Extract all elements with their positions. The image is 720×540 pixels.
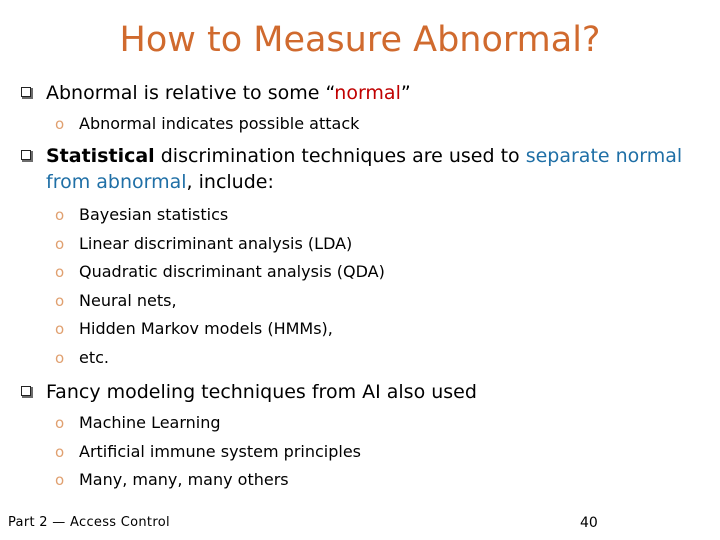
circle-bullet-icon: o <box>55 115 65 133</box>
sub-bullet <box>55 287 385 316</box>
page-number: 40 <box>580 515 598 531</box>
circle-bullet-icon: o <box>55 206 65 224</box>
circle-bullet-icon: o <box>55 291 65 310</box>
circle-bullet-icon: o <box>55 442 65 461</box>
sub-bullet <box>55 110 359 139</box>
sub-bullet-text: Quadratic discriminant analysis (QDA) <box>79 262 385 282</box>
sub-bullet <box>55 315 385 344</box>
sub-bullet-text: Machine Learning <box>79 413 221 432</box>
bullet-statistical <box>22 143 692 195</box>
sub-bullet <box>55 230 385 259</box>
circle-bullet-icon: o <box>55 320 65 339</box>
square-bullet-icon <box>22 88 33 99</box>
sub-bullet-text: etc. <box>79 347 109 367</box>
bullet1-suffix: ” <box>400 82 411 104</box>
sub-bullet-text: Neural nets, <box>79 290 177 310</box>
circle-bullet-icon: o <box>55 471 65 490</box>
sub-bullet-text: Artificial immune system principles <box>79 441 361 461</box>
slide-title: How to Measure Abnormal? <box>119 20 601 60</box>
bullet2-mid: discrimination techniques are used to <box>154 145 526 167</box>
bullet2-suffix: , include: <box>186 171 274 193</box>
sub-bullet <box>55 201 385 230</box>
bullet-abnormal-relative <box>22 80 411 106</box>
sub-bullet-list <box>55 201 385 373</box>
bullet1-highlight: normal <box>334 82 401 104</box>
sub-bullet <box>55 466 361 495</box>
bullet-fancy-modeling <box>22 379 477 405</box>
circle-bullet-icon: o <box>55 263 65 282</box>
sub-bullet <box>55 409 361 438</box>
sub-bullet <box>55 344 385 373</box>
bullet3-text: Fancy modeling techniques from AI also used <box>46 381 477 403</box>
bullet2-bold: Statistical <box>46 145 155 167</box>
sub-bullet-text: Hidden Markov models (HMMs), <box>79 319 333 339</box>
sub-bullet <box>55 438 361 467</box>
circle-bullet-icon: o <box>55 348 65 367</box>
bullet1-prefix: Abnormal is relative to some “ <box>46 82 335 104</box>
sub-bullet <box>55 258 385 287</box>
circle-bullet-icon: o <box>55 234 65 253</box>
sub-bullet-text: Many, many, many others <box>79 470 289 490</box>
footer-section-label: Part 2 — Access Control <box>8 515 170 530</box>
square-bullet-icon <box>22 151 33 162</box>
circle-bullet-icon: o <box>55 414 65 432</box>
sub-bullet-text: Linear discriminant analysis (LDA) <box>79 233 353 253</box>
sub-bullet-list <box>55 409 361 495</box>
sub-bullet-text: Bayesian statistics <box>79 205 229 224</box>
bullet2-highlight: separate normal from abnormal <box>46 145 683 193</box>
sub-bullet-text: Abnormal indicates possible attack <box>79 114 360 133</box>
square-bullet-icon <box>22 387 33 398</box>
